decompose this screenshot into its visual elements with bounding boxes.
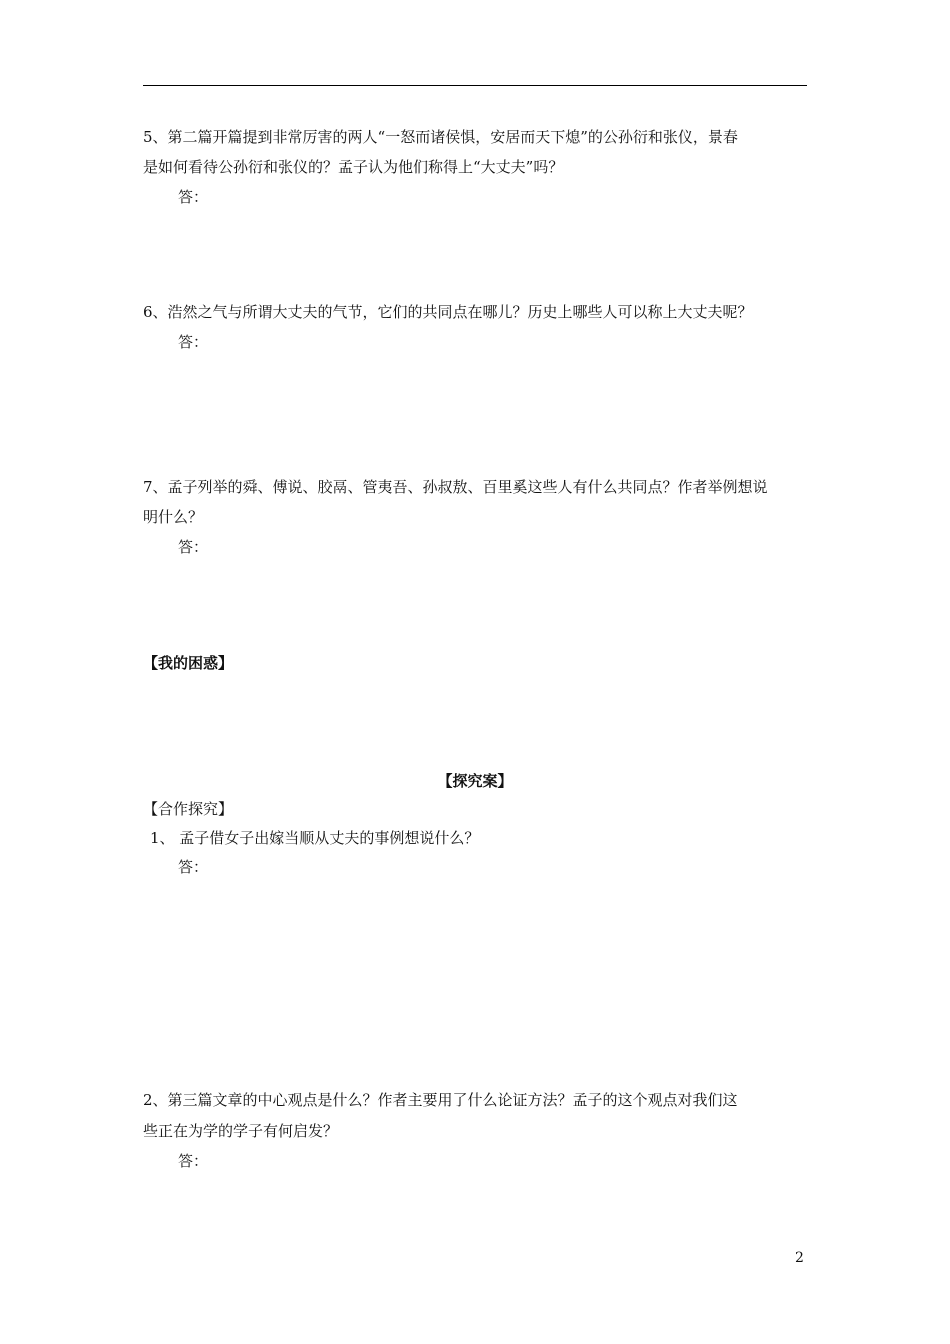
question-5-answer-label: 答： — [178, 188, 209, 206]
cooperation-question-2-answer-label: 答： — [178, 1152, 209, 1170]
cooperation-question-1-line-1: 1、 孟子借女子出嫁当顺从丈夫的事例想说什么？ — [150, 829, 480, 847]
question-6-answer-label: 答： — [178, 333, 209, 351]
cooperation-question-1-answer-label: 答： — [178, 858, 209, 876]
confusion-heading: 【我的困惑】 — [143, 654, 234, 672]
inquiry-section-title: 【探究案】 — [437, 772, 513, 790]
cooperation-question-2-line-2: 些正在为学的学子有何启发？ — [143, 1122, 339, 1140]
question-5-line-2: 是如何看待公孙衍和张仪的？孟子认为他们称得上“大丈夫”吗？ — [143, 158, 564, 176]
cooperation-heading: 【合作探究】 — [143, 800, 234, 818]
header-rule — [143, 85, 807, 86]
cooperation-question-2-line-1: 2、第三篇文章的中心观点是什么？作者主要用了什么论证方法？孟子的这个观点对我们这 — [143, 1091, 738, 1109]
question-7-answer-label: 答： — [178, 538, 209, 556]
question-5-line-1: 5、第二篇开篇提到非常厉害的两人“一怒而诸侯惧，安居而天下熄”的公孙衍和张仪，景春 — [143, 128, 738, 146]
question-7-line-1: 7、孟子列举的舜、傅说、胶鬲、管夷吾、孙叔敖、百里奚这些人有什么共同点？作者举例想说 — [143, 478, 768, 496]
question-7-line-2: 明什么？ — [143, 508, 204, 526]
page-number: 2 — [795, 1250, 804, 1266]
question-6-line-1: 6、浩然之气与所谓大丈夫的气节，它们的共同点在哪儿？历史上哪些人可以称上大丈夫呢？ — [143, 303, 753, 321]
